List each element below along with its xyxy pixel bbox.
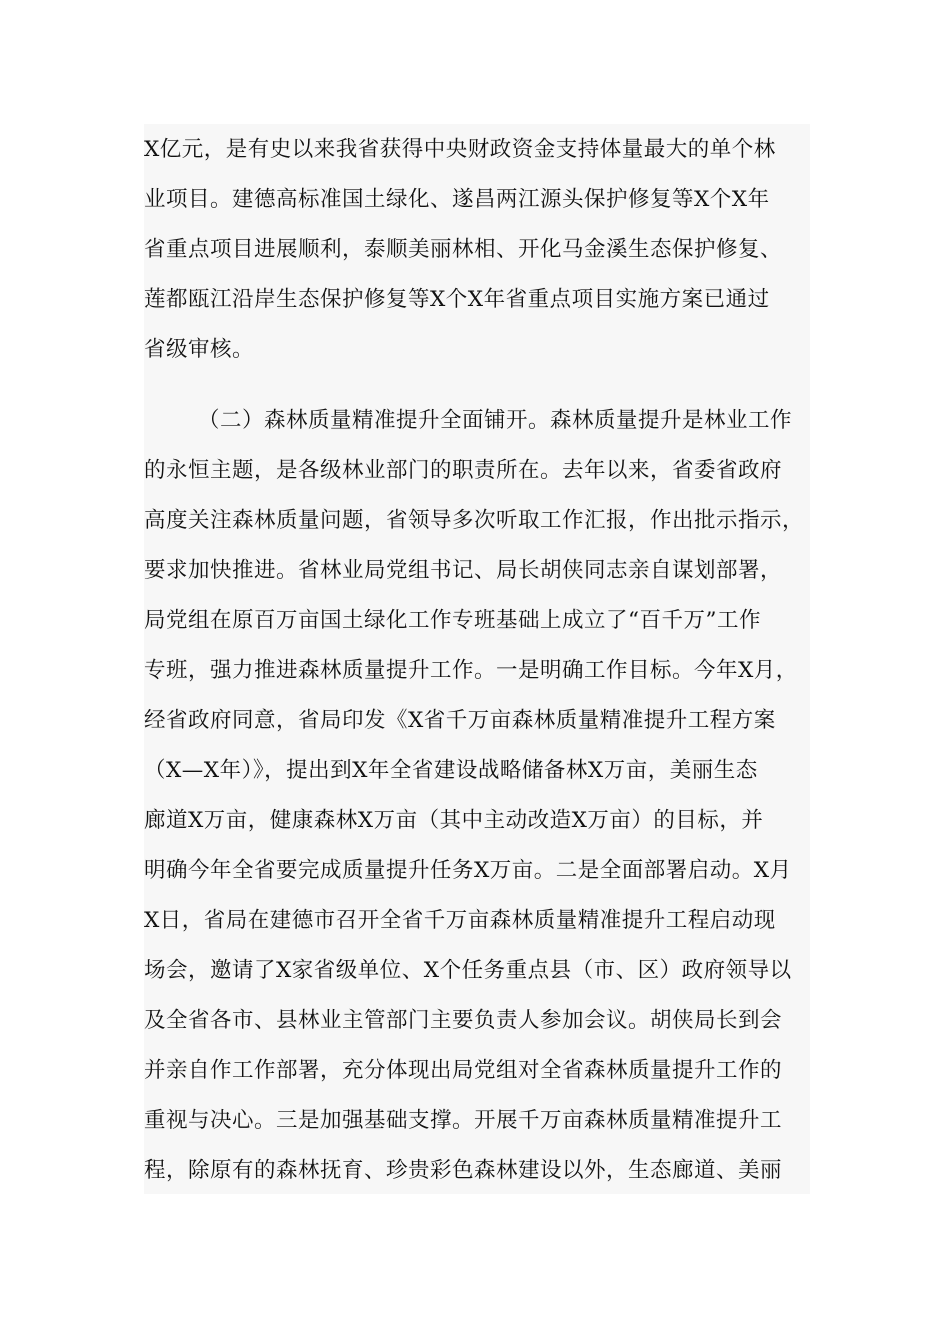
text-line: 程，除原有的森林抚育、珍贵彩色森林建设以外，生态廊道、美丽 (144, 1158, 783, 1183)
text-line: 省级审核。 (144, 337, 255, 362)
text-line: 专班，强力推进森林质量提升工作。一是明确工作目标。今年X月， (144, 658, 798, 683)
body-text (144, 124, 810, 1194)
text-line: 的永恒主题，是各级林业部门的职责所在。去年以来，省委省政府 (144, 458, 783, 483)
text-line: 业项目。建德高标准国土绿化、遂昌两江源头保护修复等X个X年 (144, 187, 770, 212)
text-line: X亿元，是有史以来我省获得中央财政资金支持体量最大的单个林 (144, 137, 776, 162)
paragraph-heading-line: （二）森林质量精准提升全面铺开。森林质量提升是林业工作 (198, 408, 793, 433)
text-line: 莲都瓯江沿岸生态保护修复等X个X年省重点项目实施方案已通过 (144, 287, 770, 312)
text-line: 及全省各市、县林业主管部门主要负责人参加会议。胡侠局长到会 (144, 1008, 783, 1033)
text-line: （X—X年）》，提出到X年全省建设战略储备林X万亩，美丽生态 (144, 758, 758, 783)
text-line: 高度关注森林质量问题，省领导多次听取工作汇报，作出批示指示， (144, 508, 805, 533)
text-line: X日，省局在建德市召开全省千万亩森林质量精准提升工程启动现 (144, 908, 776, 933)
text-line: 明确今年全省要完成质量提升任务X万亩。二是全面部署启动。X月 (144, 858, 792, 883)
text-line: 廊道X万亩，健康森林X万亩（其中主动改造X万亩）的目标，并 (144, 808, 764, 833)
text-line: 经省政府同意，省局印发《X省千万亩森林质量精准提升工程方案 (144, 708, 776, 733)
text-line: 省重点项目进展顺利，泰顺美丽林相、开化马金溪生态保护修复、 (144, 237, 783, 262)
text-line: 并亲自作工作部署，充分体现出局党组对全省森林质量提升工作的 (144, 1058, 783, 1083)
text-line: 局党组在原百万亩国土绿化工作专班基础上成立了“百千万”工作 (144, 608, 761, 633)
text-line: 要求加快推进。省林业局党组书记、局长胡侠同志亲自谋划部署， (144, 558, 783, 583)
text-line: 重视与决心。三是加强基础支撑。开展千万亩森林质量精准提升工 (144, 1108, 783, 1133)
text-line: 场会，邀请了X家省级单位、X个任务重点县（市、区）政府领导以 (144, 958, 792, 983)
